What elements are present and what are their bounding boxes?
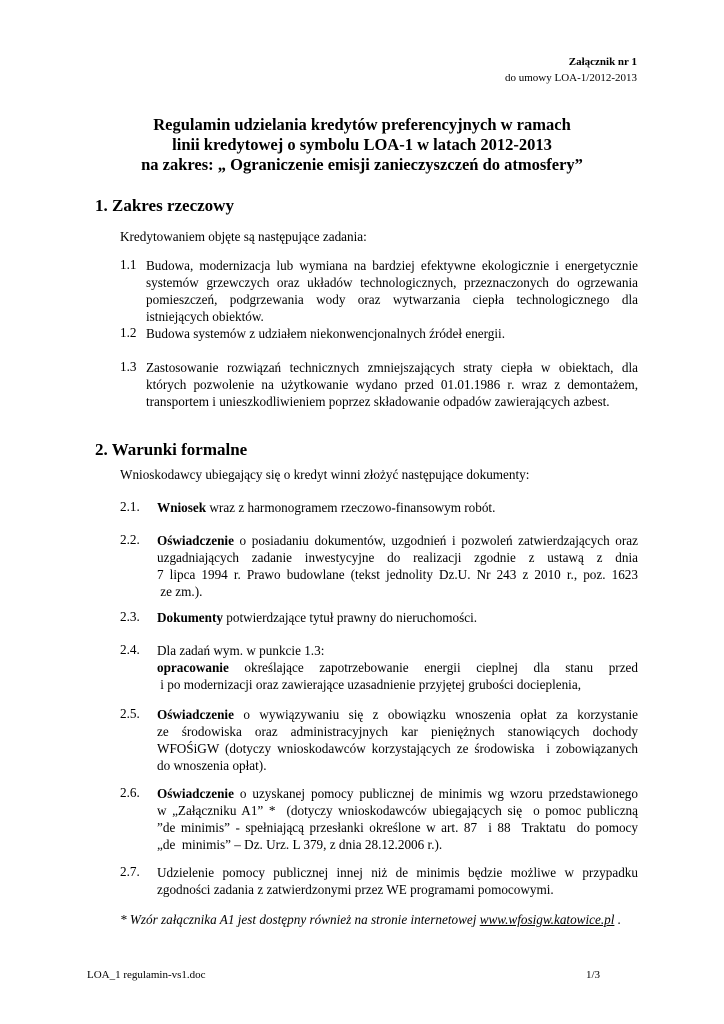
item-2-5-text [157,706,638,774]
item-2-3-text [157,609,638,626]
item-2-7-text [157,864,638,898]
contract-ref: do umowy LOA-1/2012-2013 [505,72,637,84]
text-line: ze środowiska oraz administracyjnych kar pieniężnych stanowiących dochody [157,724,638,739]
doc-title-line3: na zakres: „ Ograniczenie emisji zanieczyszczeń do atmosfery” [141,155,583,174]
doc-title-line1: Regulamin udzielania kredytów preferencyjnych w ramach [153,115,571,134]
section1-intro: Kredytowaniem objęte są następujące zadania: [120,229,367,244]
item-number: 2.1. [120,499,140,514]
text-line: o uzyskanej pomocy publicznej de minimis wg wzoru przedstawionego [233,786,638,801]
item-1-2-text [146,325,638,342]
item-2-1-text [157,499,638,516]
text-line: w „Załączniku A1” * (dotyczy wnioskodawców ubiegających się o pomoc publiczną [157,803,638,818]
item-number: 2.4. [120,642,140,657]
bold-term: Oświadczenie [157,786,234,801]
footnote-end: . [614,912,621,927]
text-line: transportem i unieszkodliwieniem poprzez składowanie odpadów zawierających azbest. [146,394,610,409]
item-1-1-text [146,257,638,325]
item-number: 1.3 [120,359,137,374]
section2-heading: 2. Warunki formalne [95,440,248,459]
item-number: 2.6. [120,785,140,800]
bold-term: Dokumenty [157,610,223,625]
text-line: ze zm.). [157,584,203,599]
text-line: potwierdzające tytuł prawny do nieruchomości. [222,610,478,625]
text-line: 7 lipca 1994 r. Prawo budowlane (tekst jednolity Dz.U. Nr 243 z 2010 r., poz. 1623 [157,567,638,582]
bold-term: Oświadczenie [157,533,234,548]
bold-term: Wniosek [157,500,207,515]
text-line: Budowa, modernizacja lub wymiana na bardziej efektywne ekologicznie i energetycznie [146,258,638,273]
text-line: których pozwolenie na użytkowanie wydano przed 01.01.1986 r. wraz z demontażem, [146,377,638,392]
footer-page-number: 1/3 [585,969,600,981]
attachment-label: Załącznik nr 1 [568,56,637,68]
text-line: systemów grzewczych oraz układów technologicznych, przeznaczonych do ogrzewania [146,275,638,290]
text-line: do wnoszenia opłat). [157,758,267,773]
text-line: uzgadniających zadanie inwestycyjne do realizacji zgodnie z ustawą z dnia [157,550,638,565]
text-line: określające zapotrzebowanie energii cieplnej dla stanu przed [228,660,638,675]
footer-filename: LOA_1 regulamin-vs1.doc [87,969,206,981]
item-number: 1.2 [120,325,137,340]
text-line: i po modernizacji oraz zawierające uzasadnienie przyjętej grubości docieplenia, [157,677,581,692]
bold-term: opracowanie [157,660,229,675]
item-1-3-text [146,359,638,410]
text-line: Budowa systemów z udziałem niekonwencjonalnych źródeł energii. [146,326,506,341]
section2-intro: Wnioskodawcy ubiegający się o kredyt winni złożyć następujące dokumenty: [120,467,530,482]
section1-heading: 1. Zakres rzeczowy [95,196,234,215]
footnote-text: * Wzór załącznika A1 jest dostępny również na stronie internetowej [120,912,480,927]
item-number: 2.7. [120,864,140,879]
doc-title-line2: linii kredytowej o symbolu LOA-1 w latach 2012-2013 [172,135,552,154]
text-line: istniejących obiektów. [146,309,264,324]
website-link[interactable]: www.wfosigw.katowice.pl [479,912,615,927]
text-line: „de minimis” – Dz. Urz. L 379, z dnia 28.12.2006 r.). [157,837,443,852]
item-number: 2.5. [120,706,140,721]
item-2-4-text [157,642,638,693]
text-line: zgodności zadania z zatwierdzonymi przez WE programami pomocowymi. [157,882,554,897]
text-line: o wywiązywaniu się z obowiązku wnoszenia opłat za korzystanie [233,707,638,722]
item-2-6-text [157,785,638,853]
item-number: 1.1 [120,257,137,272]
item-2-2-text [157,532,638,600]
text-line: Udzielenie pomocy publicznej innej niż de minimis będzie możliwe w przypadku [157,865,638,880]
bold-term: Oświadczenie [157,707,234,722]
text-line: WFOŚiGW (dotyczy wnioskodawców korzystających ze środowiska i zobowiązanych [157,741,638,756]
item-number: 2.2. [120,532,140,547]
text-line: pomieszczeń, podgrzewania wody oraz wytwarzania ciepła technologicznego dla [146,292,638,307]
text-line: wraz z harmonogramem rzeczowo-finansowym robót. [206,500,496,515]
text-line: ”de minimis” - spełniającą przesłanki określone w art. 87 i 88 Traktatu do pomocy [157,820,638,835]
text-line: Dla zadań wym. w punkcie 1.3: [157,643,325,658]
text-line: Zastosowanie rozwiązań technicznych zmniejszających straty ciepła w obiektach, dla [146,360,638,375]
footnote [120,911,621,928]
item-number: 2.3. [120,609,140,624]
text-line: o posiadaniu dokumentów, uzgodnień i pozwoleń zatwierdzających oraz [233,533,638,548]
